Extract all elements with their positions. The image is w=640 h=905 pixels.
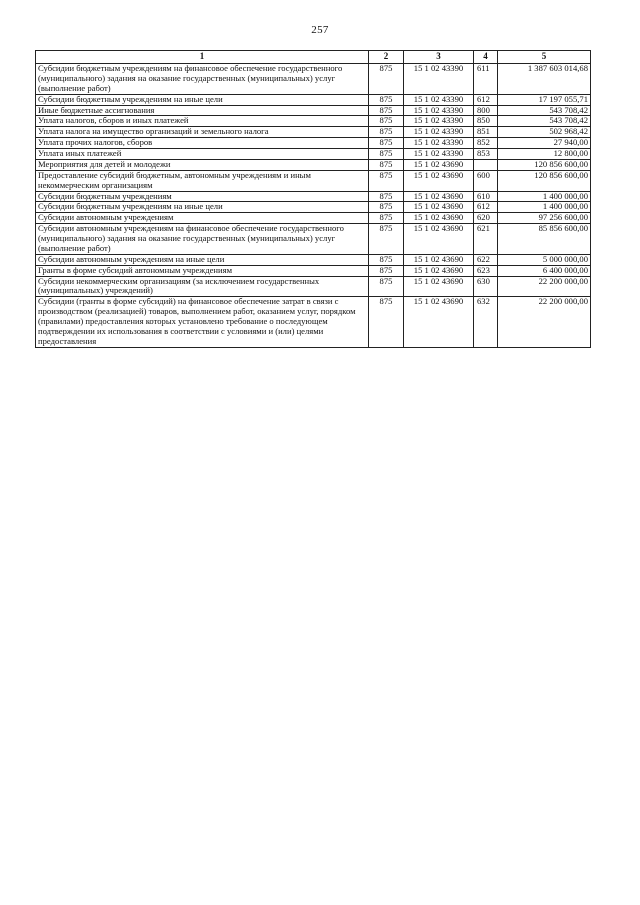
row-name-cell: Субсидии автономным учреждениям на финансовое обеспечение государственного (муниципального) задания на оказание государственных (муниципальных) услуг (выполнение работ) <box>36 224 369 255</box>
row-grbs-cell: 875 <box>369 116 404 127</box>
row-name-cell: Субсидии бюджетным учреждениям на финансовое обеспечение государственного (муниципального) задания на оказание государственных (муниципальных) услуг (выполнение работ) <box>36 64 369 95</box>
row-name-cell: Иные бюджетные ассигнования <box>36 105 369 116</box>
row-vr-cell: 612 <box>474 94 498 105</box>
table-row <box>36 105 591 116</box>
row-vr-cell: 611 <box>474 64 498 95</box>
row-grbs-cell: 875 <box>369 149 404 160</box>
row-name-cell: Уплата иных платежей <box>36 149 369 160</box>
row-grbs-cell: 875 <box>369 127 404 138</box>
column-header-csr: 3 <box>404 51 474 64</box>
row-grbs-cell: 875 <box>369 170 404 191</box>
row-vr-cell: 623 <box>474 265 498 276</box>
row-sum-cell: 97 256 600,00 <box>498 213 591 224</box>
row-csr-cell: 15 1 02 43690 <box>404 159 474 170</box>
row-name-cell: Субсидии автономным учреждениям на иные цели <box>36 254 369 265</box>
row-sum-cell: 120 856 600,00 <box>498 159 591 170</box>
table-row <box>36 213 591 224</box>
row-csr-cell: 15 1 02 43390 <box>404 64 474 95</box>
table-row <box>36 297 591 347</box>
budget-table <box>35 50 591 348</box>
row-grbs-cell: 875 <box>369 191 404 202</box>
row-grbs-cell: 875 <box>369 265 404 276</box>
row-name-cell: Уплата налогов, сборов и иных платежей <box>36 116 369 127</box>
row-vr-cell: 621 <box>474 224 498 255</box>
column-header-name: 1 <box>36 51 369 64</box>
row-vr-cell: 630 <box>474 276 498 297</box>
row-sum-cell: 502 968,42 <box>498 127 591 138</box>
row-sum-cell: 1 387 603 014,68 <box>498 64 591 95</box>
row-grbs-cell: 875 <box>369 202 404 213</box>
row-csr-cell: 15 1 02 43390 <box>404 127 474 138</box>
table-row <box>36 116 591 127</box>
table-row <box>36 170 591 191</box>
table-row <box>36 94 591 105</box>
table-row <box>36 276 591 297</box>
row-vr-cell: 632 <box>474 297 498 347</box>
row-name-cell: Субсидии бюджетным учреждениям на иные цели <box>36 202 369 213</box>
row-grbs-cell: 875 <box>369 297 404 347</box>
table-row <box>36 64 591 95</box>
row-vr-cell: 612 <box>474 202 498 213</box>
row-name-cell: Субсидии бюджетным учреждениям <box>36 191 369 202</box>
row-vr-cell: 800 <box>474 105 498 116</box>
row-vr-cell: 610 <box>474 191 498 202</box>
row-sum-cell: 5 000 000,00 <box>498 254 591 265</box>
table-row <box>36 138 591 149</box>
row-grbs-cell: 875 <box>369 159 404 170</box>
table-body <box>36 64 591 348</box>
table-row <box>36 127 591 138</box>
row-sum-cell: 1 400 000,00 <box>498 191 591 202</box>
row-name-cell: Субсидии бюджетным учреждениям на иные цели <box>36 94 369 105</box>
row-grbs-cell: 875 <box>369 276 404 297</box>
row-vr-cell: 620 <box>474 213 498 224</box>
row-vr-cell: 851 <box>474 127 498 138</box>
row-csr-cell: 15 1 02 43390 <box>404 105 474 116</box>
row-sum-cell: 543 708,42 <box>498 116 591 127</box>
row-csr-cell: 15 1 02 43690 <box>404 224 474 255</box>
row-sum-cell: 12 800,00 <box>498 149 591 160</box>
row-vr-cell <box>474 159 498 170</box>
row-csr-cell: 15 1 02 43690 <box>404 191 474 202</box>
row-sum-cell: 17 197 055,71 <box>498 94 591 105</box>
column-header-grbs: 2 <box>369 51 404 64</box>
row-sum-cell: 6 400 000,00 <box>498 265 591 276</box>
row-vr-cell: 622 <box>474 254 498 265</box>
row-sum-cell: 27 940,00 <box>498 138 591 149</box>
table-row <box>36 254 591 265</box>
row-csr-cell: 15 1 02 43690 <box>404 213 474 224</box>
table-header-row <box>36 51 591 64</box>
row-name-cell: Уплата прочих налогов, сборов <box>36 138 369 149</box>
row-sum-cell: 120 856 600,00 <box>498 170 591 191</box>
row-csr-cell: 15 1 02 43690 <box>404 254 474 265</box>
row-csr-cell: 15 1 02 43390 <box>404 149 474 160</box>
row-sum-cell: 85 856 600,00 <box>498 224 591 255</box>
row-csr-cell: 15 1 02 43390 <box>404 94 474 105</box>
row-grbs-cell: 875 <box>369 224 404 255</box>
table-row <box>36 202 591 213</box>
row-name-cell: Гранты в форме субсидий автономным учреждениям <box>36 265 369 276</box>
row-name-cell: Субсидии (гранты в форме субсидий) на финансовое обеспечение затрат в связи с производством (реализацией) товаров, выполнением работ, оказанием услуг, порядком (правилами) предоставления которых установлено требование о последующем подтверждении их использования в соответствии с условиями и (или) целями предоставления <box>36 297 369 347</box>
row-sum-cell: 22 200 000,00 <box>498 297 591 347</box>
row-grbs-cell: 875 <box>369 213 404 224</box>
row-csr-cell: 15 1 02 43690 <box>404 202 474 213</box>
row-grbs-cell: 875 <box>369 64 404 95</box>
row-vr-cell: 600 <box>474 170 498 191</box>
table-row <box>36 149 591 160</box>
row-vr-cell: 850 <box>474 116 498 127</box>
row-name-cell: Субсидии некоммерческим организациям (за исключением государственных (муниципальных) учреждений) <box>36 276 369 297</box>
row-sum-cell: 543 708,42 <box>498 105 591 116</box>
row-grbs-cell: 875 <box>369 94 404 105</box>
table-row <box>36 224 591 255</box>
row-csr-cell: 15 1 02 43690 <box>404 265 474 276</box>
row-name-cell: Субсидии автономным учреждениям <box>36 213 369 224</box>
table-row <box>36 191 591 202</box>
row-csr-cell: 15 1 02 43390 <box>404 138 474 149</box>
table-row <box>36 265 591 276</box>
table-row <box>36 159 591 170</box>
row-csr-cell: 15 1 02 43690 <box>404 297 474 347</box>
column-header-vr: 4 <box>474 51 498 64</box>
column-header-sum: 5 <box>498 51 591 64</box>
row-csr-cell: 15 1 02 43690 <box>404 276 474 297</box>
row-grbs-cell: 875 <box>369 254 404 265</box>
row-name-cell: Предоставление субсидий бюджетным, автономным учреждениям и иным некоммерческим организациям <box>36 170 369 191</box>
row-vr-cell: 853 <box>474 149 498 160</box>
row-vr-cell: 852 <box>474 138 498 149</box>
row-grbs-cell: 875 <box>369 105 404 116</box>
row-csr-cell: 15 1 02 43690 <box>404 170 474 191</box>
row-sum-cell: 1 400 000,00 <box>498 202 591 213</box>
row-csr-cell: 15 1 02 43390 <box>404 116 474 127</box>
row-grbs-cell: 875 <box>369 138 404 149</box>
row-name-cell: Уплата налога на имущество организаций и земельного налога <box>36 127 369 138</box>
row-name-cell: Мероприятия для детей и молодежи <box>36 159 369 170</box>
row-sum-cell: 22 200 000,00 <box>498 276 591 297</box>
page-number: 257 <box>311 24 329 36</box>
